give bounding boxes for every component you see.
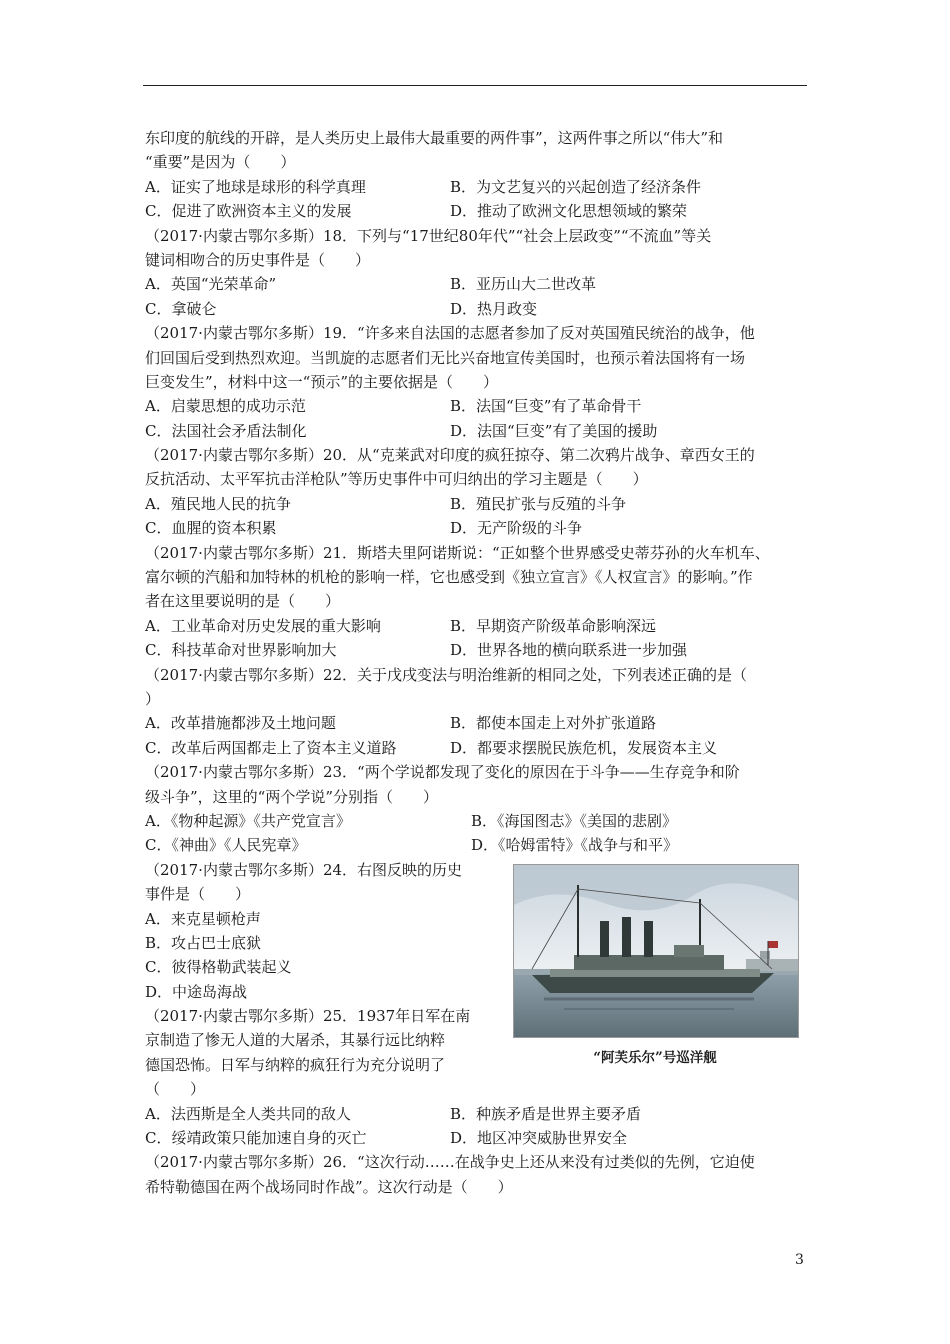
question-stem: （2017·内蒙古鄂尔多斯）18．下列与“17世纪80年代”“社会上层政变”“不流血”等关: [145, 226, 712, 245]
question-stem: 反抗活动、太平军抗击洋枪队”等历史事件中可归纳出的学习主题是（ ）: [145, 470, 648, 489]
option-d: D．中途岛海战: [145, 982, 248, 1001]
option-a: A．英国“光荣革命”: [145, 275, 277, 294]
option-c: C．促进了欧洲资本主义的发展: [145, 202, 352, 221]
question-stem: （2017·内蒙古鄂尔多斯）20．从“克莱武对印度的疯狂掠夺、第二次鸦片战争、章西女王的: [145, 446, 755, 465]
question-stem: 富尔顿的汽船和加特林的机枪的影响一样，它也感受到《独立宣言》《人权宣言》的影响。”作: [145, 568, 753, 587]
option-row: [145, 492, 810, 516]
option-d: D．无产阶级的斗争: [450, 519, 583, 538]
option-row: [145, 199, 810, 223]
question-stem: （2017·内蒙古鄂尔多斯）19．“许多来自法国的志愿者参加了反对英国殖民统治的战争，他: [145, 324, 755, 343]
option-row: [145, 1102, 810, 1126]
option-a: A．殖民地人民的抗争: [145, 494, 291, 513]
option-row: [145, 394, 810, 418]
option-d: D．都要求摆脱民族危机，发展资本主义: [450, 738, 718, 757]
question-stem: （2017·内蒙古鄂尔多斯）21．斯塔夫里阿诺斯说：“正如整个世界感受史蒂芬孙的火车机车、: [145, 543, 770, 562]
question-with-figure: [145, 858, 810, 1102]
option-a: A．来克星顿枪声: [145, 909, 261, 928]
question-stem: 键词相吻合的历史事件是（ ）: [145, 250, 371, 269]
option-b: B．《海国图志》《美国的悲剧》: [471, 811, 678, 830]
option-c: C．改革后两国都走上了资本主义道路: [145, 738, 397, 757]
option-row: [145, 1126, 810, 1150]
cruiser-illustration: [514, 865, 798, 1037]
question-stem: （2017·内蒙古鄂尔多斯）25．1937年日军在南: [145, 1007, 471, 1026]
option-b: B．殖民扩张与反殖的斗争: [450, 494, 627, 513]
question-stem: 京制造了惨无人道的大屠杀，其暴行远比纳粹: [145, 1031, 446, 1050]
option-c: C．科技革命对世界影响加大: [145, 641, 337, 660]
option-b: B．早期资产阶级革命影响深远: [450, 616, 657, 635]
option-c: C．彼得格勒武装起义: [145, 958, 292, 977]
question-stem: 者在这里要说明的是（ ）: [145, 592, 341, 611]
question-stem: 级斗争”，这里的“两个学说”分别指（ ）: [145, 787, 439, 806]
option-row: [145, 638, 810, 662]
question-stem: ）: [145, 689, 161, 708]
question-stem: （2017·内蒙古鄂尔多斯）26．“这次行动……在战争史上还从来没有过类似的先例，它迫使: [145, 1153, 755, 1172]
option-a: A．改革措施都涉及土地问题: [145, 714, 336, 733]
option-a: A．《物种起源》《共产党宣言》: [145, 811, 351, 830]
option-d: D．世界各地的横向联系进一步加强: [450, 641, 688, 660]
question-stem: 希特勒德国在两个战场同时作战”。这次行动是（ ）: [145, 1177, 513, 1196]
option-a: A．启蒙思想的成功示范: [145, 397, 306, 416]
question-text-column: [145, 858, 497, 1102]
option-c: C．拿破仑: [145, 299, 217, 318]
question-stem: （2017·内蒙古鄂尔多斯）24．右图反映的历史: [145, 860, 463, 879]
option-row: [145, 736, 810, 760]
option-a: A．工业革命对历史发展的重大影响: [145, 616, 381, 635]
option-c: C．绥靖政策只能加速自身的灭亡: [145, 1129, 367, 1148]
option-d: D．《哈姆雷特》《战争与和平》: [471, 836, 679, 855]
question-stem: 巨变发生”，材料中这一“预示”的主要依据是（ ）: [145, 372, 499, 391]
option-d: D．法国“巨变”有了美国的援助: [450, 421, 658, 440]
option-row: [145, 516, 810, 540]
question-stem: （2017·内蒙古鄂尔多斯）23．“两个学说都发现了变化的原因在于斗争——生存竞争和阶: [145, 763, 740, 782]
option-row: [145, 272, 810, 296]
figure: [513, 864, 797, 1102]
cruiser-photo: [513, 864, 799, 1038]
option-row: [145, 711, 810, 735]
option-a: A．法西斯是全人类共同的敌人: [145, 1104, 351, 1123]
option-c: C．《神曲》《人民宪章》: [145, 836, 307, 855]
option-b: B．法国“巨变”有了革命骨干: [450, 397, 642, 416]
option-row: [145, 175, 810, 199]
option-row: [145, 809, 810, 833]
option-b: B．种族矛盾是世界主要矛盾: [450, 1104, 642, 1123]
option-b: B．都使本国走上对外扩张道路: [450, 714, 657, 733]
option-c: C．血腥的资本积累: [145, 519, 277, 538]
option-d: D．推动了欧洲文化思想领域的繁荣: [450, 202, 688, 221]
option-c: C．法国社会矛盾法制化: [145, 421, 307, 440]
question-stem: （2017·内蒙古鄂尔多斯）22．关于戊戌变法与明治维新的相同之处，下列表述正确的是（: [145, 665, 748, 684]
header-rule: [143, 85, 807, 86]
option-row: [145, 419, 810, 443]
text-line: 东印度的航线的开辟，是人类历史上最伟大最重要的两件事”，这两件事之所以“伟大”和: [145, 129, 724, 147]
question-stem: （ ）: [145, 1080, 206, 1099]
option-a: A．证实了地球是球形的科学真理: [145, 177, 366, 196]
option-b: B．亚历山大二世改革: [450, 275, 597, 294]
figure-caption: “阿芙乐尔”号巡洋舰: [593, 1049, 717, 1066]
page-number: 3: [795, 1252, 804, 1268]
question-stem: 事件是（ ）: [145, 885, 251, 904]
option-d: D．热月政变: [450, 299, 538, 318]
question-stem: 们回国后受到热烈欢迎。当凯旋的志愿者们无比兴奋地宣传美国时，也预示着法国将有一场: [145, 348, 746, 367]
document-body: [145, 126, 810, 1199]
option-row: [145, 297, 810, 321]
option-b: B．攻占巴士底狱: [145, 933, 262, 952]
option-d: D．地区冲突威胁世界安全: [450, 1129, 628, 1148]
option-b: B．为文艺复兴的兴起创造了经济条件: [450, 177, 702, 196]
question-stem: 德国恐怖。日军与纳粹的疯狂行为充分说明了: [145, 1055, 446, 1074]
option-row: [145, 833, 810, 857]
text-line: “重要”是因为（ ）: [145, 153, 296, 172]
option-row: [145, 614, 810, 638]
